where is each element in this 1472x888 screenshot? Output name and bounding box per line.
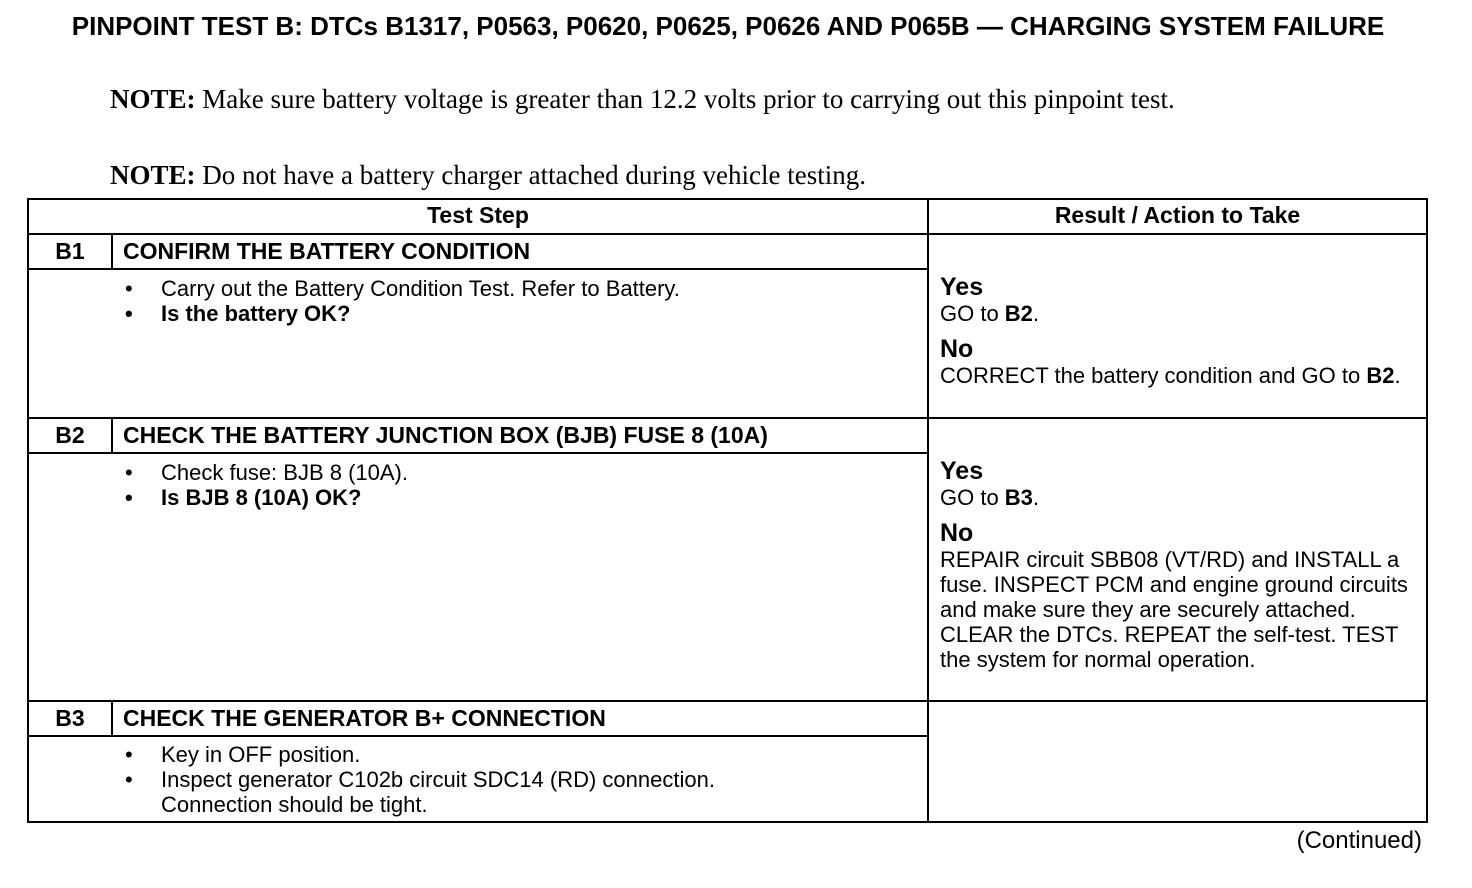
no-label: No (940, 335, 974, 363)
result-no: No REPAIR circuit SBB08 (VT/RD) and INSTALL a fuse. INSPECT PCM and engine ground circuits and make sure they are securely attached. CLEAR the DTCs. REPEAT the self-test. TEST the system for normal operation. (940, 519, 1424, 672)
column-divider (927, 200, 929, 821)
step-bullets (113, 276, 913, 326)
no-label: No (940, 519, 974, 547)
result-yes: Yes GO to B2. (940, 273, 1420, 326)
bullet-item: • Inspect generator C102b circuit SDC14 (RD) connection. Connection should be tight. (125, 767, 715, 817)
step-id: B2 (55, 422, 85, 448)
page-title: PINPOINT TEST B: DTCs B1317, P0563, P0620, P0625, P0626 AND P065B — CHARGING SYSTEM FAILURE (71, 11, 1385, 41)
step-title: CHECK THE GENERATOR B+ CONNECTION (123, 705, 606, 731)
bullet-item: • Check fuse: BJB 8 (10A). (125, 460, 408, 485)
note-battery-voltage (110, 84, 1320, 115)
note-label: NOTE: (110, 160, 196, 190)
bullet-item: • Is the battery OK? (125, 301, 351, 326)
header-test-step: Test Step (427, 202, 529, 228)
bullet-item: • Key in OFF position. (125, 742, 361, 767)
pinpoint-test-table (27, 198, 1428, 823)
result-block (940, 457, 1424, 681)
title-divider (29, 452, 927, 454)
note-label: NOTE: (110, 84, 196, 114)
result-no: No CORRECT the battery condition and GO to B2. (940, 335, 1420, 388)
step-id: B3 (55, 705, 85, 731)
yes-label: Yes (940, 273, 984, 301)
header-result: Result / Action to Take (1054, 202, 1301, 228)
step-title: CHECK THE BATTERY JUNCTION BOX (BJB) FUSE 8 (10A) (123, 422, 768, 448)
bullet-item: • Carry out the Battery Condition Test. Refer to Battery. (125, 276, 680, 301)
note-text: Make sure battery voltage is greater than 12.2 volts prior to carrying out this pinpoint test. (195, 84, 1175, 114)
title-divider (29, 735, 927, 737)
bullet-item: • Is BJB 8 (10A) OK? (125, 485, 362, 510)
note-battery-charger (110, 160, 1320, 191)
title-divider (29, 268, 927, 270)
step-id: B1 (55, 238, 85, 264)
note-text: Do not have a battery charger attached during vehicle testing. (195, 160, 867, 190)
result-block (940, 273, 1420, 397)
step-bullets (113, 460, 913, 510)
step-bullets (113, 742, 913, 817)
yes-label: Yes (940, 457, 984, 485)
step-title: CONFIRM THE BATTERY CONDITION (123, 238, 531, 264)
continued-label: (Continued) (1296, 827, 1422, 854)
result-yes: Yes GO to B3. (940, 457, 1424, 510)
